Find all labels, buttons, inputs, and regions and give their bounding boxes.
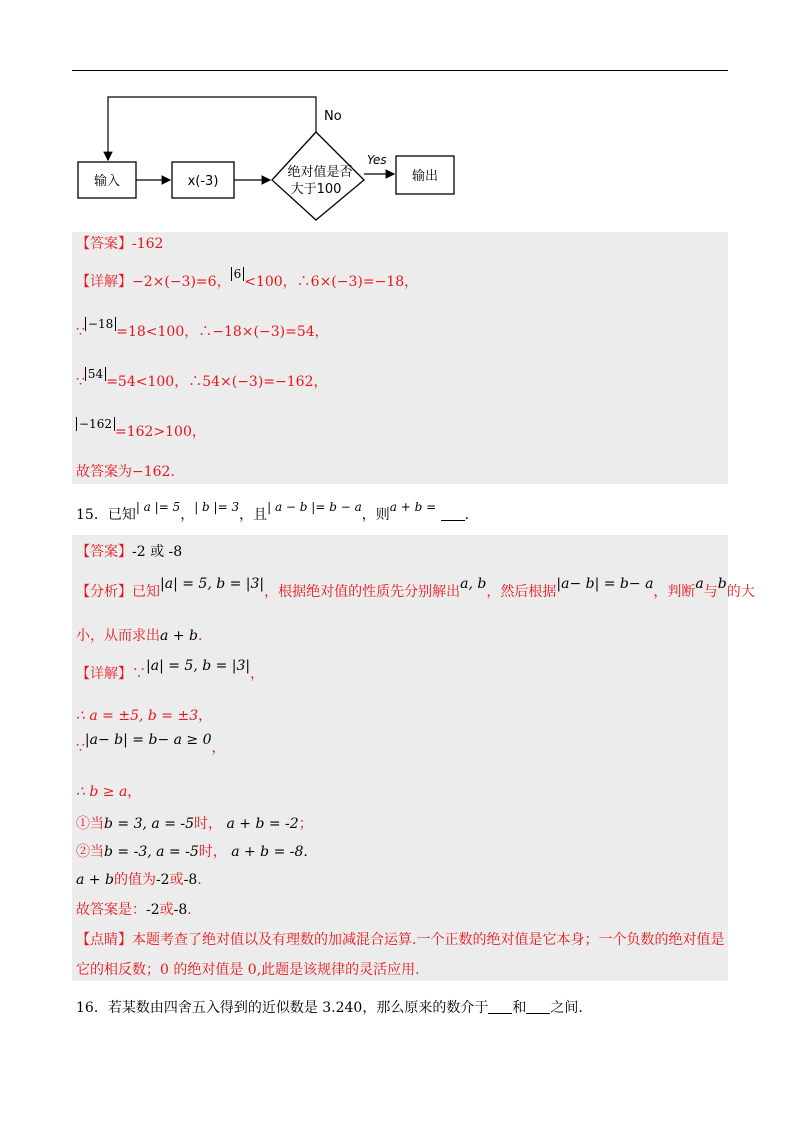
question-15: 15．已知| a |= 5，| b |= 3，且| a − b |= b − a，则a + b = . xyxy=(76,500,470,523)
comment-15-line-1: 【点睛】本题考查了绝对值以及有理数的加减混合运算.一个正数的绝对值是它本身；一个负数的绝对值是 xyxy=(76,932,725,948)
detail-14-line-3: ∵ 54 =54<100，∴54×(−3)=−162， xyxy=(76,367,328,390)
no-label: No xyxy=(324,109,342,124)
output-label: 输出 xyxy=(411,169,439,184)
analysis-15-line-1: 【分析】已知|a| = 5, b = |3|，根据绝对值的性质先分别解出a, b，然后根据|a− b| = b− a，判断a与b的大 xyxy=(76,576,755,600)
yes-label: Yes xyxy=(367,153,387,167)
question-16: 16．若某数由四舍五入得到的近似数是 3.240，那么原来的数介于 和 之间. xyxy=(76,1000,583,1016)
analysis-15-line-2: 小，从而求出a + b. xyxy=(76,628,203,644)
final-15: 故答案是：-2或-8. xyxy=(76,902,192,918)
loop-arrow xyxy=(108,97,316,160)
solution-14-panel xyxy=(72,232,728,484)
value-line: a + b的值为-2或-8. xyxy=(76,872,202,888)
header-rule xyxy=(72,70,728,71)
answer-14: 【答案】-162 xyxy=(76,236,164,252)
detail-15-line-2: ∴ a = ±5, b = ±3， xyxy=(76,708,213,724)
detail-14-line-4: −162 =162>100， xyxy=(76,422,206,442)
input-label: 输入 xyxy=(93,174,121,189)
answer-blank-16-b xyxy=(526,999,550,1014)
condition-line-1: 绝对值是否 xyxy=(287,165,353,180)
comment-15-line-2: 它的相反数；0 的绝对值是 0,此题是该规律的灵活应用. xyxy=(76,962,420,978)
case-2: ②当b = -3, a = -5时， a + b = -8. xyxy=(76,844,308,860)
case-1: ①当b = 3, a = -5时， a + b = -2； xyxy=(76,816,313,832)
detail-15-line-3: ∵|a− b| = b− a ≥ 0， xyxy=(76,732,226,756)
detail-14-line-2: ∵ −18 =18<100，∴−18×(−3)=54， xyxy=(76,317,329,340)
condition-line-2: 大于100 xyxy=(290,182,342,197)
detail-14-line-1: 【详解】−2×(−3)=6， 6 <100，∴6×(−3)=−18， xyxy=(76,267,419,290)
detail-15-line-1: 【详解】∵|a| = 5, b = |3|， xyxy=(76,658,265,682)
final-14: 故答案为−162. xyxy=(76,464,175,480)
detail-15-line-4: ∴ b ≥ a， xyxy=(76,784,142,800)
multiply-label: x(-3) xyxy=(187,174,219,189)
flowchart xyxy=(72,92,472,226)
answer-blank-16-a xyxy=(488,999,512,1014)
answer-15: 【答案】-2 或 -8 xyxy=(76,544,183,560)
answer-blank-15 xyxy=(441,506,465,521)
